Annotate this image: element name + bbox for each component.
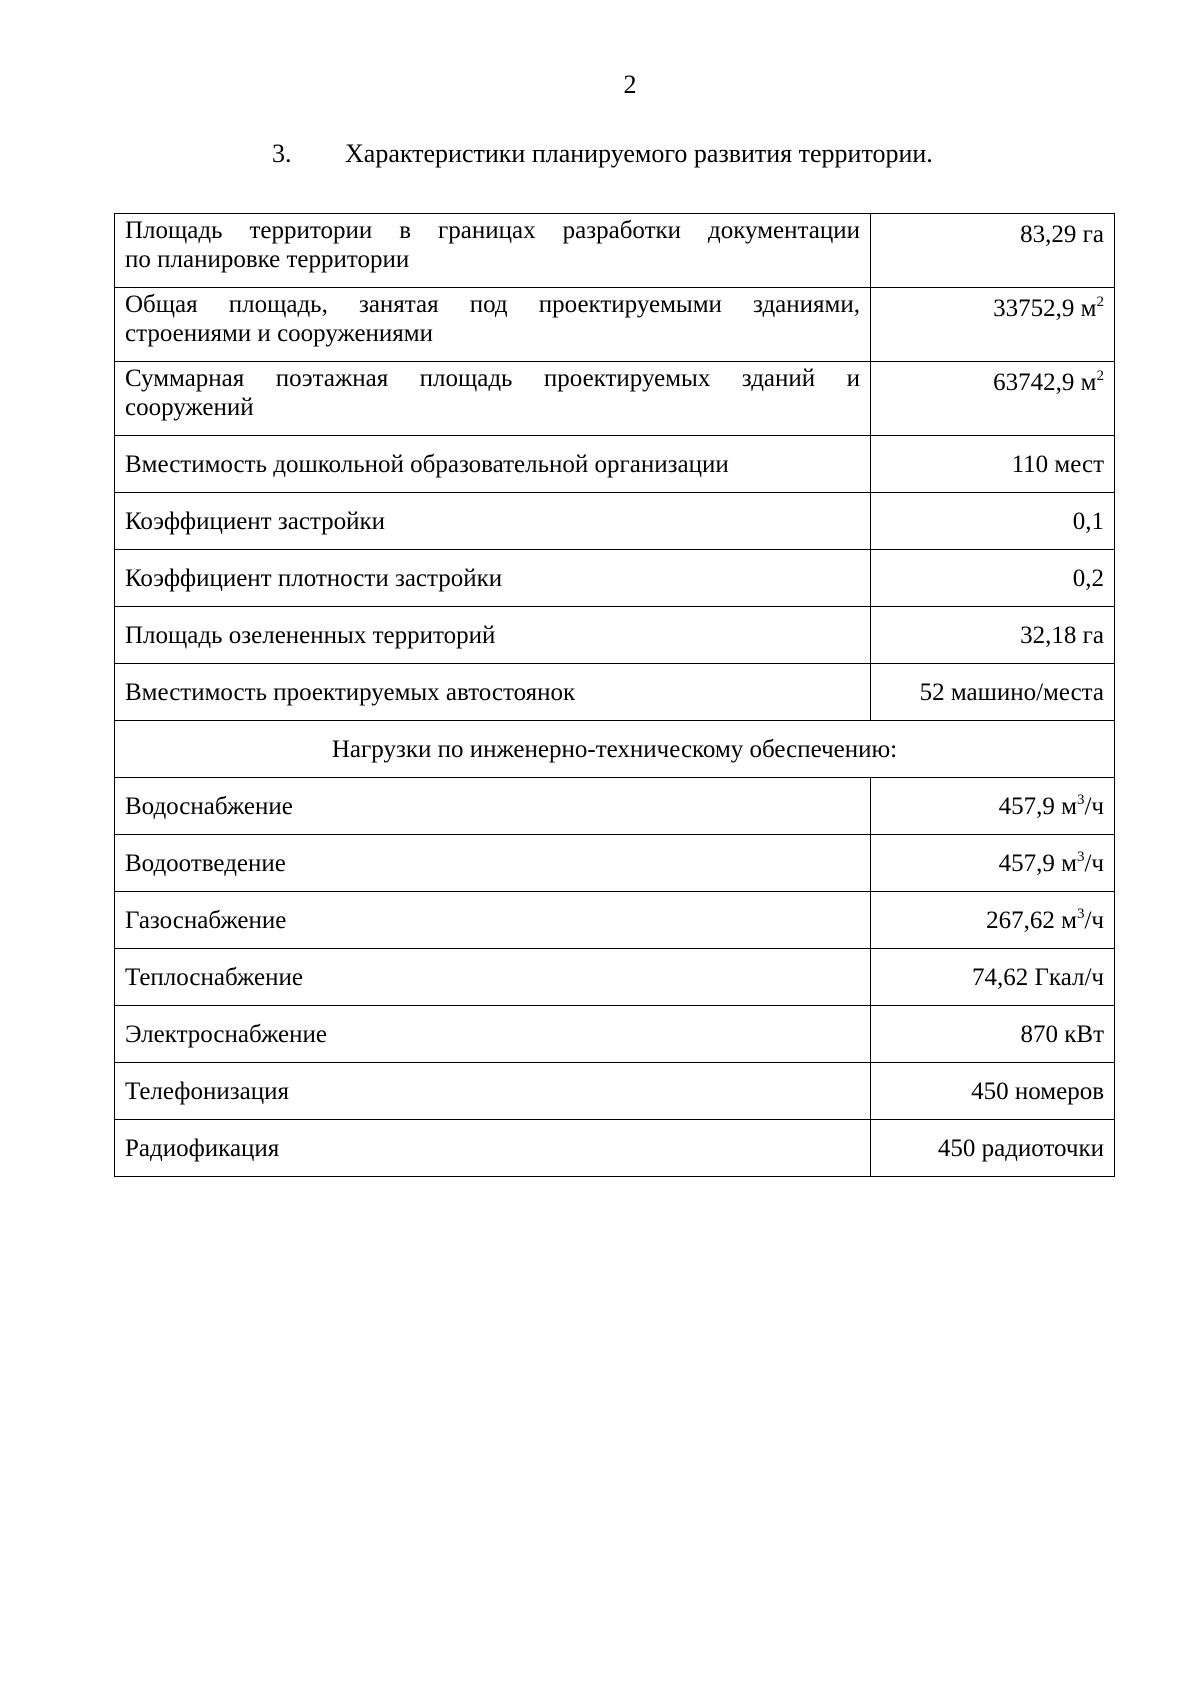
section-title: Характеристики планируемого развития территории. xyxy=(345,139,933,168)
row-label: Коэффициент плотности застройки xyxy=(115,550,871,607)
row-label-line: Суммарная поэтажная площадь проектируемых зданий и xyxy=(125,365,860,392)
row-label: Коэффициент застройки xyxy=(115,493,871,550)
table-row xyxy=(115,493,1115,550)
row-label-line: сооружений xyxy=(125,394,254,421)
table-row xyxy=(115,892,1115,949)
row-label-line: Общая площадь, занятая под проектируемыми зданиями, xyxy=(125,291,860,318)
row-label: Теплоснабжение xyxy=(115,949,871,1006)
table-row xyxy=(115,835,1115,892)
table-row xyxy=(115,664,1115,721)
unit-superscript: 2 xyxy=(1096,368,1104,384)
row-label: Водоснабжение xyxy=(115,778,871,835)
row-value: 32,18 га xyxy=(871,607,1115,664)
row-value: 63742,9 $м^2$ xyxy=(871,362,1115,436)
characteristics-table xyxy=(114,213,1115,1177)
table-section-row xyxy=(115,721,1115,778)
unit-superscript: 3 xyxy=(1076,905,1085,922)
row-label: Телефонизация xyxy=(115,1063,871,1120)
row-label-line: строениями и сооружениями xyxy=(125,320,433,347)
table-row xyxy=(115,1063,1115,1120)
table-row xyxy=(115,1006,1115,1063)
row-value: 33752,9 $м^2$ xyxy=(871,288,1115,362)
table-row xyxy=(115,288,1115,362)
row-label: Вместимость дошкольной образовательной организации xyxy=(115,436,871,493)
row-value: 267,62 $м^3/ч$ xyxy=(871,892,1115,949)
table-row xyxy=(115,214,1115,288)
row-label: Газоснабжение xyxy=(115,892,871,949)
table-row xyxy=(115,550,1115,607)
row-value: 450 номеров xyxy=(871,1063,1115,1120)
row-label: Радиофикация xyxy=(115,1120,871,1177)
row-label xyxy=(115,288,871,362)
section-row-title: Нагрузки по инженерно-техническому обеспечению: xyxy=(115,721,1115,778)
row-label xyxy=(115,362,871,436)
section-heading xyxy=(272,139,933,169)
row-label-line: по планировке территории xyxy=(125,246,410,273)
row-value: 0,2 xyxy=(871,550,1115,607)
table-row xyxy=(115,607,1115,664)
row-label-line: Площадь территории в границах разработки документации xyxy=(125,217,860,244)
table-row xyxy=(115,1120,1115,1177)
unit-superscript: 3 xyxy=(1076,791,1085,808)
row-value: 870 кВт xyxy=(871,1006,1115,1063)
section-number: 3. xyxy=(272,139,292,168)
table-row xyxy=(115,949,1115,1006)
row-value: 457,9 $м^3/ч$ xyxy=(871,835,1115,892)
unit-superscript: 2 xyxy=(1096,294,1104,310)
row-value: 74,62 Гкал/ч xyxy=(871,949,1115,1006)
table-row xyxy=(115,778,1115,835)
row-value: 52 машино/места xyxy=(871,664,1115,721)
unit-superscript: 3 xyxy=(1076,848,1085,865)
table-row xyxy=(115,362,1115,436)
table-row xyxy=(115,436,1115,493)
row-value: 110 мест xyxy=(871,436,1115,493)
row-label: Электроснабжение xyxy=(115,1006,871,1063)
row-label: Вместимость проектируемых автостоянок xyxy=(115,664,871,721)
row-label: Площадь озелененных территорий xyxy=(115,607,871,664)
page-number: 2 xyxy=(623,70,637,99)
row-value: 0,1 xyxy=(871,493,1115,550)
row-value: 450 радиоточки xyxy=(871,1120,1115,1177)
row-value: 457,9 $м^3/ч$ xyxy=(871,778,1115,835)
row-label xyxy=(115,214,871,288)
row-label: Водоотведение xyxy=(115,835,871,892)
row-value: 83,29 га xyxy=(871,214,1115,288)
